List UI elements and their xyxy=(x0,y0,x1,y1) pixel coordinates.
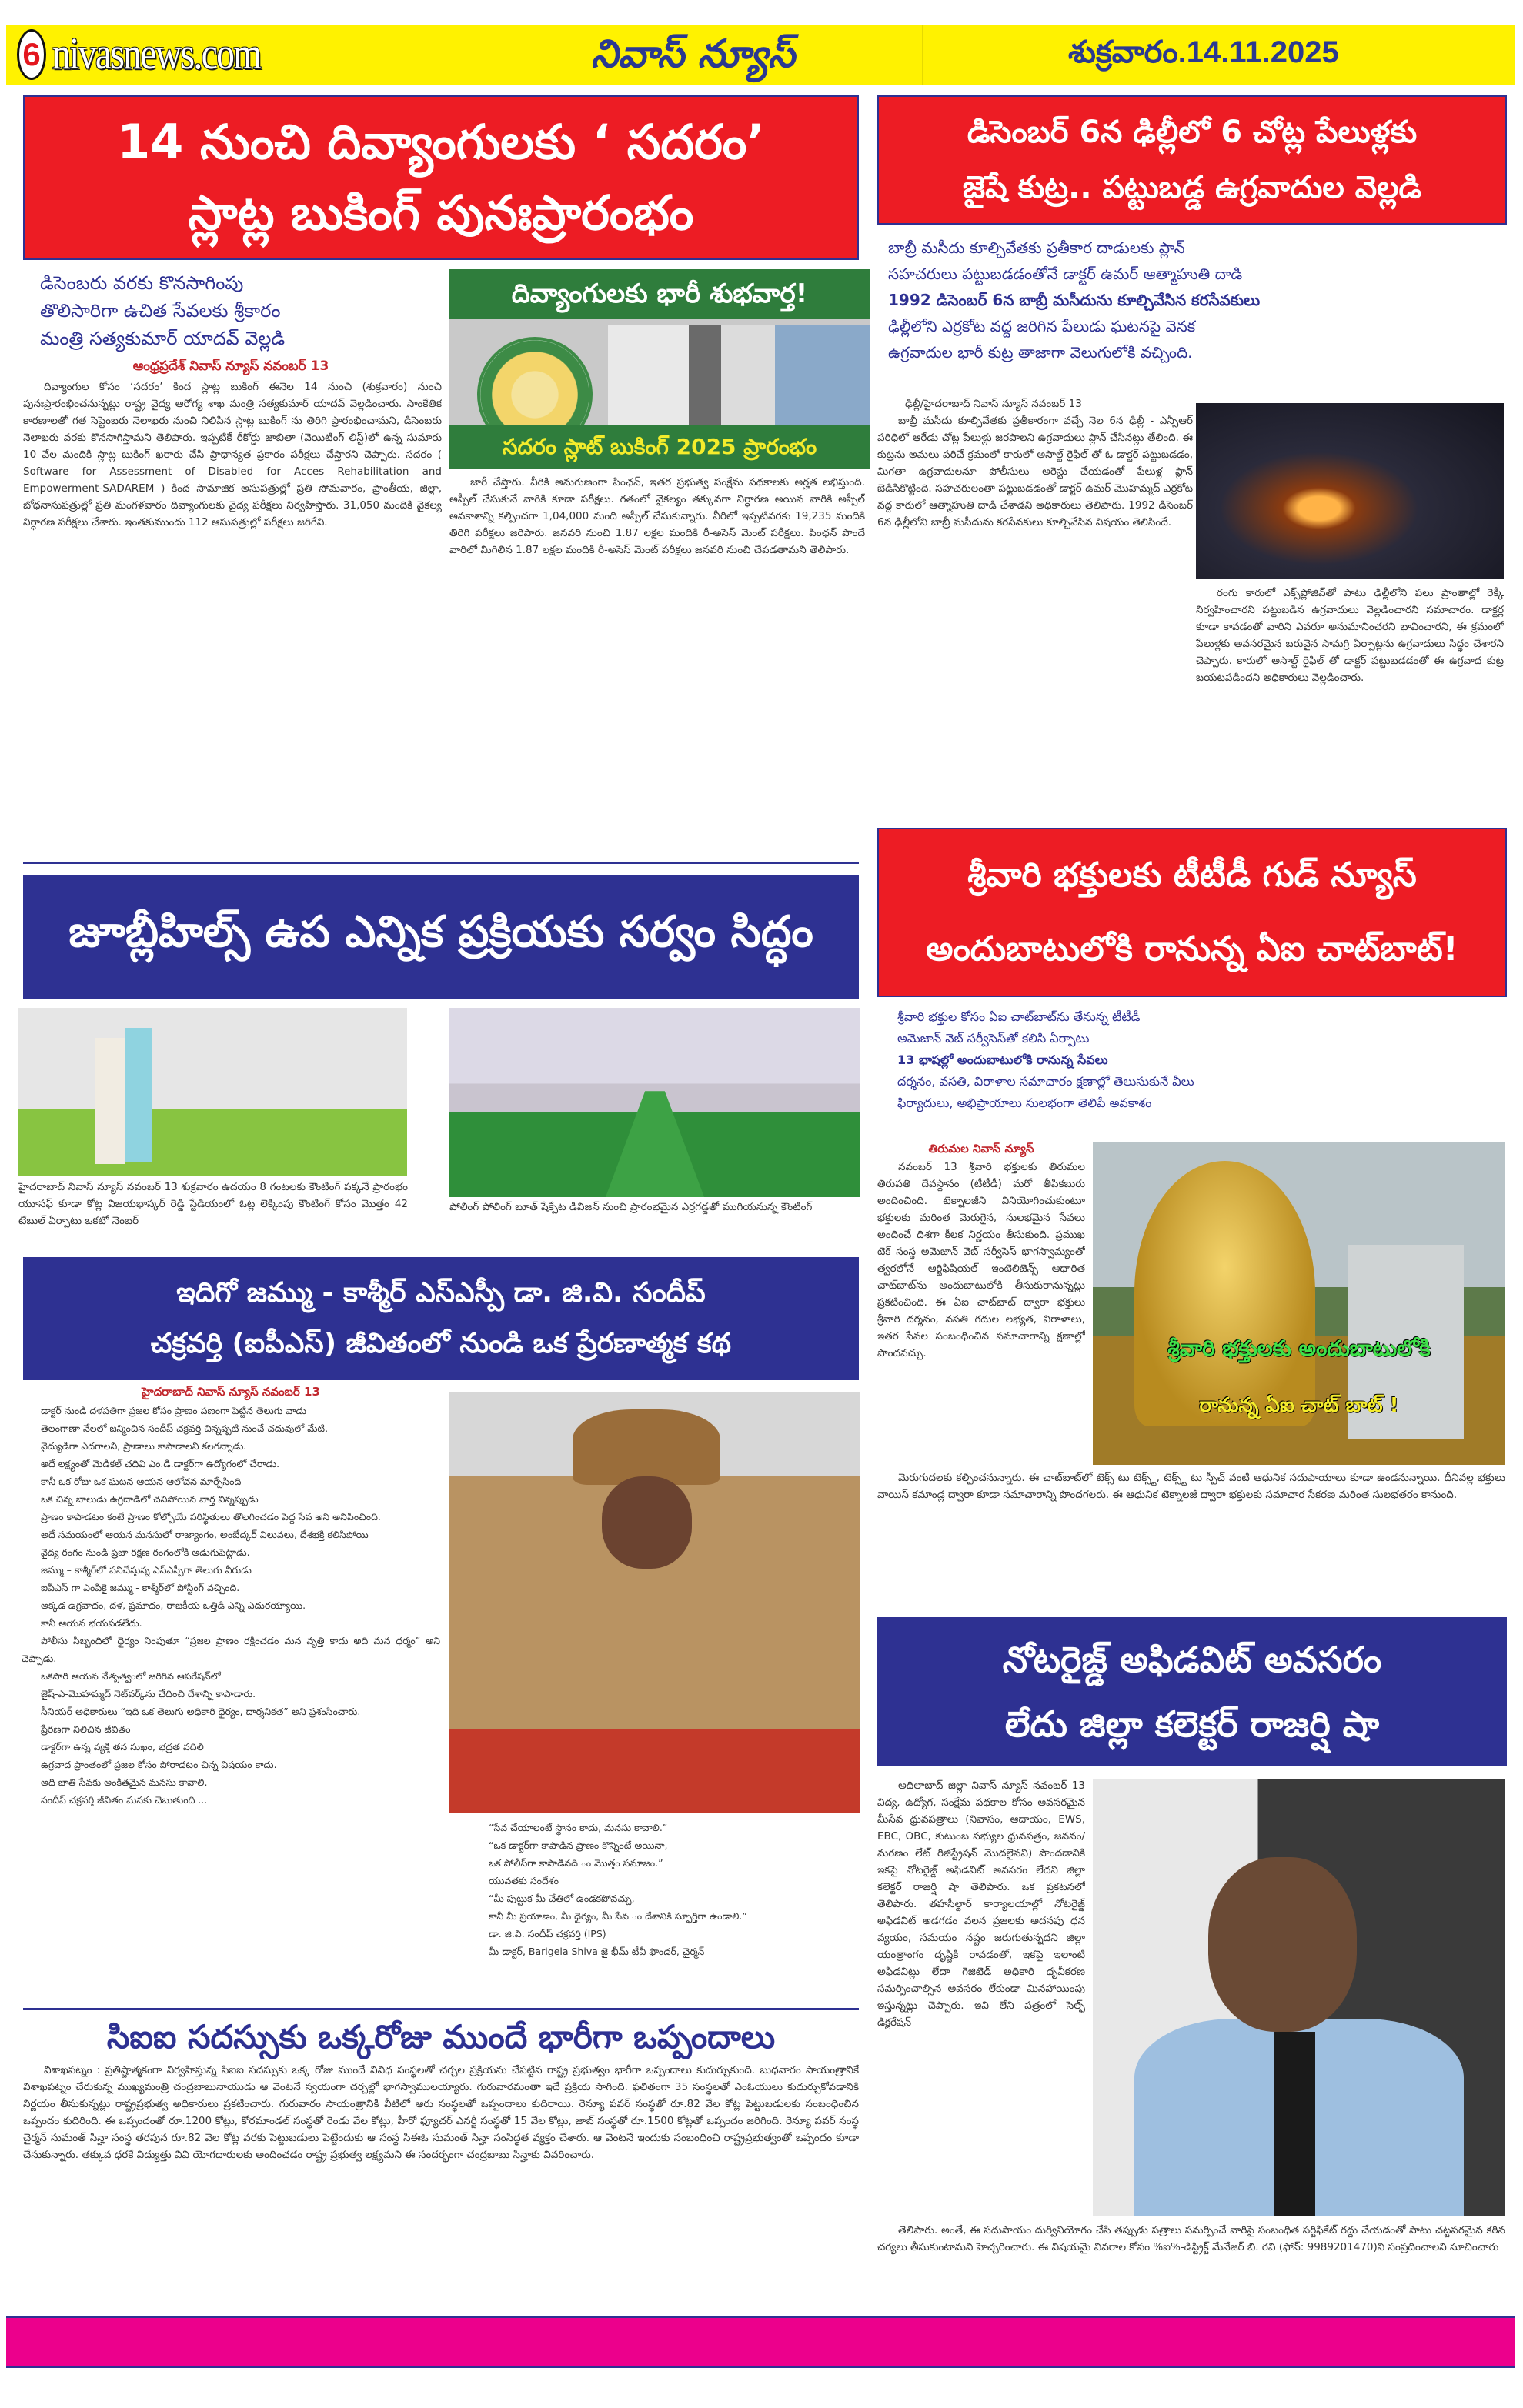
microphone xyxy=(1274,2032,1316,2216)
collector-body-bottom xyxy=(877,2222,1505,2305)
sandeep-body-line: వైద్యుడిగా ఎదగాలని, ప్రాణాలు కాపాడాలని కలగన్నాడు. xyxy=(41,1440,247,1452)
sandeep-headline-line2: చక్రవర్తి (ఐపీఎస్) జీవితంలో నుండి ఒక ప్రేరణాత్మక కథ xyxy=(150,1328,732,1359)
sandeep-body-line: కానీ ఒక రోజు ఒక ఘటన ఆయన ఆలోచన మార్చేసింది xyxy=(41,1476,242,1487)
delhi-body-right xyxy=(1196,585,1504,820)
counting-inspection-photo-2 xyxy=(211,1008,407,1176)
delhi-deck xyxy=(888,235,1504,365)
ttd-headline-line2: అందుబాటులోకి రానున్న ఏఐ చాట్‌బాట్! xyxy=(926,929,1458,969)
sandeep-body xyxy=(22,1402,440,2017)
sandeep-body-line: తెలంగాణా నేలలో జన్మించిన సందీప్ చక్రవర్తి చిన్నప్పటి నుంచే చదువులో మేటి. xyxy=(41,1422,329,1434)
sadaram-promo-image xyxy=(449,269,870,469)
delhi-deck-line: ఢిల్లీలోని ఎర్రకోట వద్ద జరిగిన పేలుడు ఘటనపై వెనక xyxy=(888,317,1196,335)
issue-date: శుక్రవారం.14.11.2025 xyxy=(1068,35,1339,69)
ttd-deck-line: దర్శనం, వసతి, విరాళాల సమాచారం క్షణాల్లో తెలుసుకునే వీలు xyxy=(897,1074,1194,1089)
sandeep-quote-line: కానీ మీ ప్రయాణం, మీ ధైర్యం, మీ సేవ ం దేశానికి స్ఫూర్తిగా ఉండాలి.” xyxy=(489,1910,747,1922)
collector-photo xyxy=(1093,1779,1505,2216)
jubilee-headline-banner xyxy=(23,875,859,999)
officer-figure xyxy=(125,1028,152,1162)
paper-name-logo: నివాస్ న్యూస్ xyxy=(591,32,795,76)
ttd-deck-line: ఫిర్యాదులు, అభిప్రాయాలు సులభంగా తెలిపే అవకాశం xyxy=(897,1096,1152,1110)
sandeep-quote-line: “మీ పుట్టుక మీ చేతిలో ఉండకపోవచ్చు, xyxy=(489,1893,635,1904)
officer-figure xyxy=(95,1038,125,1164)
delhi-headline-line2: జైషే కుట్ర.. పట్టుబడ్డ ఉగ్రవాదుల వెల్లడి xyxy=(962,170,1422,205)
sadaram-body-text: జారీ చేస్తారు. వీరికి అనుగుణంగా పింఛన్, ఇతర ప్రభుత్వ సంక్షేమ పథకాలకు అర్హత లభిస్తుంది. అప్పీల్ చేసుకునే వారికి కూడా పరీక్షలు. గతంలో వైకల్యం తక్కువగా నిర్ధారణ అయిన వారికి అప్పీల్ అవకాశాన్ని కల్పించగా 1,04,000 మంది అప్పీల్ చేసుకున్నారు. వీరిలో ఇప్పటివరకు 19,235 మందికి తిరిగి పరీక్షలు జరిపారు. జనవరి నుంచి 1.87 లక్షల మందికి రీ-అసెస్ మెంట్ పరీక్షలు. పింఛన్ పొందే వారిలో మిగిలిన 1.87 లక్షల మందికి రీ-అసెస్ మెంట్ పరీక్షలు జనవరి నుంచి చేపడతామని తెలిపారు. xyxy=(449,476,865,556)
collector-face xyxy=(1208,1857,1357,2032)
sandeep-body-line: ప్రాణం కాపాడటం కంటే ప్రాణం కోల్పోయే పరిస్థితులు తొలగించడం పెద్ద సేవ అని అనిపించింది. xyxy=(41,1511,381,1523)
sadaram-deck-line: డిసెంబరు వరకు కొనసాగింపు xyxy=(40,272,244,294)
delhi-headline-banner xyxy=(877,95,1507,225)
masthead xyxy=(6,25,1515,85)
sandeep-portrait xyxy=(449,1392,860,1813)
police-cap xyxy=(573,1409,720,1485)
sandeep-body-line: అదే సమయంలో ఆయన మనసులో రాజ్యాంగం, అంబేద్కర్ విలువలు, దేశభక్తి కలిసిపోయి xyxy=(41,1529,369,1540)
ttd-deck-line: 13 భాషల్లో అందుబాటులోకి రానున్న సేవలు xyxy=(897,1052,1108,1067)
sandeep-body-line: కానీ ఆయన భయపడలేదు. xyxy=(41,1617,142,1629)
jubilee-headline: జూబ్లీహిల్స్ ఉప ఎన్నిక ప్రక్రియకు సర్వం సిద్ధం xyxy=(68,906,813,957)
section-rule xyxy=(23,862,859,864)
sandeep-body-line: పోలీసు సిబ్బందిలో ధైర్యం నింపుతూ “ప్రజల ప్రాణం రక్షించడం మన వృత్తి కాదు అది మన ధర్మం” అని చెప్పాడు. xyxy=(22,1635,440,1664)
collector-body-text: అదిలాబాద్ జిల్లా నివాస్ న్యూస్ నవంబర్ 13 విద్య, ఉద్యోగ, సంక్షేమ పథకాల కోసం అవసరమైన మీసేవ ధ్రువపత్రాలు (నివాసం, ఆదాయం, EWS, EBC, OBC, కుటుంబ సభ్యుల ధ్రువపత్రం, జననం/మరణం లేట్ రిజిస్ట్రేషన్ మొదలైనవి) పొందడానికి ఇకపై నోటరైజ్డ్ అఫిడవిట్ అవసరం లేదని జిల్లా కలెక్టర్ రాజర్షి షా తెలిపారు. ఒక ప్రకటనలో తెలిపారు. తహసీల్దార్ కార్యాలయాల్లో నోటరైజ్డ్ అఫిడవిట్ అడగడం వలన ప్రజలకు అదనపు ధన వ్యయం, సమయం నష్టం జరుగుతున్నదని జిల్లా యంత్రాంగం దృష్టికి రావడంతో, ఇకపై ఇలాంటి అఫిడవిట్లు లేదా గెజిటెడ్ అధికారి ధృవీకరణ సమర్పించాల్సిన అవసరం లేకుండా మినహాయింపు ఇస్తున్నట్లు చెప్పారు. ఇవి లేని పత్రంలో సెల్ఫ్ డిక్లరేషన్ xyxy=(877,1779,1085,2029)
delhi-deck-line: సహచరులు పట్టుబడడంతోనే డాక్టర్ ఉమర్ ఆత్మాహుతి దాడి xyxy=(888,265,1243,283)
delhi-blast-photo xyxy=(1196,403,1504,579)
page-number-badge: 6 xyxy=(17,29,46,80)
sandeep-body-line: వైద్య రంగం నుండి ప్రజా రక్షణ రంగంలోకి అడుగుపెట్టాడు. xyxy=(41,1546,250,1558)
cii-body xyxy=(23,2062,859,2305)
sadaram-image-bottom-caption: సదరం స్లాట్ బుకింగ్ 2025 ప్రారంభం xyxy=(449,425,870,469)
ttd-body-text: నవంబర్ 13 శ్రీవారి భక్తులకు తిరుమల తిరుపతి దేవస్థానం (టీటీడీ) మరో తీపికబురు అందించింది. టెక్నాలజీని వినియోగించుకుంటూ భక్తులకు మరింత మెరుగైన, సులభమైన సేవలు అందించే దిశగా కీలక నిర్ణయం తీసుకుంది. ప్రముఖ టెక్ సంస్థ అమెజాన్ వెబ్ సర్వీసెస్ భాగస్వామ్యంతో త్వరలోనే ఆర్టిఫిషియల్ ఇంటెలిజెన్స్ ఆధారిత చాట్‌బాట్‌ను అందుబాటులోకి తీసుకురానున్నట్లు ప్రకటించింది. ఈ ఏఐ చాట్‌బాట్ ద్వారా భక్తులు శ్రీవారి దర్శనం, వసతి గదుల లభ్యత, విరాళాలు, ఇతర సేవల సంబంధించిన సమాచారాన్ని క్షణాల్లో పొందవచ్చు. xyxy=(877,1161,1085,1359)
counting-hall-photo xyxy=(449,1008,860,1197)
sadaram-body-text: దివ్యాంగుల కోసం ‘సదరం’ కింద స్లాట్ల బుకింగ్ ఈనెల 14 నుంచి (శుక్రవారం) నుంచి పునఃప్రారంభించనున్నట్లు రాష్ట్ర వైద్య ఆరోగ్య శాఖ మంత్రి సత్యకుమార్ యాదవ్ వెల్లడించారు. సాంకేతిక కారణాలతో గత సెప్టెంబరు నెలాఖరు నుంచి నిలిపిన స్లాట్ల బుకింగ్ ను తిరిగి ప్రారంభించామని, డిసెంబరు నెలాఖరు వరకు కొనసాగిస్తామని తెలిపారు. ఇప్పటికే రీకోర్డు జాబితా (వెయిటింగ్ లిస్ట్)లో ఉన్న సుమారు 10 వేల మందికి స్లాట్ల బుకింగ్ ఖరారు చేసి ప్రాధాన్యత ప్రకారం పరీక్షలు చేస్తారని చెప్పారు. సదరం ( Software for Assessment of Disabled for Acces Rehabilitation and Empowerment-SADAREM ) కింద సామాజిక అసుపత్రుల్లో ప్రతి సోమవారం, ప్రాంతీయ, జిల్లా, బోధనాసుపత్రుల్లో ప్రతి మంగళవారం దివ్యాంగులకు వైద్య పరీక్షలు నిర్వహిస్తారు. 31,050 మందికి వైకల్య నిర్ధారణ పరీక్షలు చేశారు. ఇంతకుముందు 112 ఆసుపత్రుల్లో పరీక్షలు జరిగేవి. xyxy=(23,381,442,529)
delhi-dateline: ఢిల్లీ/హైదరాబాద్ నివాస్ న్యూస్ నవంబర్ 13 xyxy=(905,398,1082,410)
sandeep-headline-banner xyxy=(23,1257,859,1380)
sandeep-body-line: డాక్టర్‌గా ఉన్న వ్యక్తి తన సుఖం, భద్రత వదిలి xyxy=(41,1741,204,1753)
sandeep-quote-line: “సేవ చేయాలంటే స్థానం కాదు, మనసు కావాలి.” xyxy=(489,1822,668,1833)
ttd-deck-line: శ్రీవారి భక్తుల కోసం ఏఐ చాట్‌బాట్‌ను తేనున్న టీటీడీ xyxy=(897,1009,1141,1024)
delhi-deck-line: బాబ్రీ మసీదు కూల్చివేతకు ప్రతీకార దాడులకు ప్లాన్ xyxy=(888,238,1185,257)
sandeep-quote-line: మీ డాక్టర్, Barigela Shiva జై భీమ్ టీవీ ఫౌండర్, చైర్మన్ xyxy=(489,1946,705,1957)
ttd-headline-line1: శ్రీవారి భక్తులకు టీటీడీ గుడ్ న్యూస్ xyxy=(967,855,1417,895)
jubilee-caption-left: హైదరాబాద్ నివాస్ న్యూస్ నవంబర్ 13 శుక్రవారం ఉదయం 8 గంటలకు కౌంటింగ్ పక్కనే ప్రారంభం యూసఫ్ కూడా కోట్ల విజయభాస్కర్ రెడ్డి స్టేడియంలో ఓట్ల లెక్కింపు కౌంటింగ్ కోసం మొత్తం 42 టేబుల్ ఏర్పాటు ఒకటో నెంబర్ xyxy=(18,1181,408,1227)
sandeep-quote-line: డా. జి.వి. సందీప్ చక్రవర్తి (IPS) xyxy=(489,1928,606,1939)
collector-headline-line2: లేదు జిల్లా కలెక్టర్ రాజర్షి షా xyxy=(1004,1703,1380,1745)
sandeep-body-line: అక్కడ ఉగ్రవాదం, దళ, ప్రమాదం, రాజకీయ ఒత్తిడి ఎన్ని ఎదురయ్యాయి. xyxy=(41,1599,306,1611)
collector-body-text: తెలిపారు. అంతే, ఈ సదుపాయం దుర్వినియోగం చేసి తప్పుడు పత్రాలు సమర్పించే వారిపై సంబంధిత సర్టిఫికేట్ రద్దు చేయడంతో పాటు చట్టపరమైన కఠిన చర్యలు తీసుకుంటామని హెచ్చరించారు. ఈ విషయమై వివరాల కోసం %ఐ%-డిస్ట్రిక్ట్ మేనేజర్ బి. రవి (ఫోన్: 9989201470)ని సంప్రదించాలని సూచించారు xyxy=(877,2224,1505,2253)
ttd-body-bottom xyxy=(877,1469,1505,1600)
sandeep-body-line: ప్రేరణగా నిలిచిన జీవితం xyxy=(41,1723,131,1735)
sandeep-body-line: ఉగ్రవాద ప్రాంతంలో ప్రజల కోసం పోరాడటం చిన్న విషయం కాదు. xyxy=(41,1759,277,1770)
sandeep-body-line: జమ్ము – కాశ్మీర్‌లో పనిచేస్తున్న ఎస్ఎస్పీగా తెలుగు వీరుడు xyxy=(41,1564,252,1576)
sadaram-body-right xyxy=(449,474,865,851)
delhi-body xyxy=(877,412,1193,820)
sadaram-headline-line2: స్లాట్ల బుకింగ్ పునఃప్రారంభం xyxy=(188,185,694,241)
delhi-body-text: రంగు కారులో ఎక్స్‌ప్లోజివ్‌తో పాటు ఢిల్లీలోని పలు ప్రాంతాల్లో రెక్కీ నిర్వహించారని పట్టుబడిన ఉగ్రవాదులు వెల్లడించారని సమాచారం. డాక్టర్ల కూడా కావడంతో వారిని ఎవరూ అనుమానించరని భావించారని, ఈ క్రమంలో పేలుళ్లకు అవసరమైన బరువైన సామగ్రి ఏర్పాట్లను ఉగ్రవాదులు సిద్ధం చేశారని చెప్పారు. కారులో అసాల్ట్ రైఫిల్ తో డాక్టర్ పట్టుబడడంతో ఈ ఉగ్రవాద కుట్ర బయటపడిందని అధికారులు వెల్లడించారు. xyxy=(1196,587,1504,684)
sadaram-headline-banner xyxy=(23,95,859,260)
officer-face xyxy=(602,1476,692,1569)
delhi-headline-line1: డిసెంబర్ 6న ఢిల్లీలో 6 చోట్ల పేలుళ్లకు xyxy=(967,115,1418,150)
collector-body-left xyxy=(877,1777,1085,2223)
sadaram-dateline: ఆంధ్రప్రదేశ్ నివాస్ న్యూస్ నవంబర్ 13 xyxy=(132,359,329,374)
temple-image-caption-2: రానున్న ఏఐ చాట్ బాట్ ! xyxy=(1199,1393,1399,1417)
tirumala-temple-image xyxy=(1093,1142,1505,1465)
delhi-deck-line: ఉగ్రవాదుల భారీ కుట్ర తాజాగా వెలుగులోకి వచ్చింది. xyxy=(888,343,1193,362)
footer-bar xyxy=(6,2316,1515,2368)
sadaram-body-left xyxy=(23,379,442,852)
sandeep-body-line: అదే లక్ష్యంతో మెడికల్ చదివి ఎం.డి.డాక్టర్‌గా ఉద్యోగంలో చేరాడు. xyxy=(41,1458,280,1469)
cii-body-text: విశాఖపట్నం : ప్రతిష్టాత్మకంగా నిర్వహిస్తున్న సిఐఐ సదస్సుకు ఒక్క రోజు ముందే వివిధ సంస్థలతో చర్చల ప్రక్రియను చేపట్టిన రాష్ట్ర ప్రభుత్వం భారీగా ఒప్పందాలు కుదుర్చుకుంది. బుధవారం సాయంత్రానికే విశాఖపట్నం చేరుకున్న ముఖ్యమంత్రి చంద్రబాబునాయుడు ఆ వెంటనే స్వయంగా చర్చల్లో భాగస్వాములయ్యారు. గురువారమంతా ఇదే ప్రక్రియ సాగింది. ఫలితంగా 35 సంస్థలతో ఎంఓయులు కుదుర్చుకోవడానికి నిర్ణయం తీసుకున్నట్లు రాష్ట్రప్రభుత్వ అధికారులు ప్రకటించారు. గురువారం సాయంత్రానికి వీటిలో ఆరు సంస్థలతో ఒప్పందాలు కుదిరాయి. రెన్యూ పవర్ సంస్థతో రూ.82 వేల కోట్ల పెట్టుబడులకు సంబంధించిన ఒప్పందం కుదిరింది. ఈ ఒప్పందంతో రూ.1200 కోట్లు, కోరమాండల్ సంస్థతో రెండు వేల కోట్లు, హీరో ఫ్యూచర్ ఎనర్జీ సంస్థతో 15 వేల కోట్లు, జాబ్ సంస్థతో రూ.1500 కోట్లతో ఒప్పందం జరిగింది. రెన్యూ పవర్ సంస్థ చైర్మన్ సుమంత్ సిన్హా సంస్థ తరపున రూ.82 వెల కోట్ల వరకు పెట్టుబడులు పెట్టేందుకు ఆ సంస్థ సిఈఓ సుమంత్ సిన్హా సంసిద్ధత వ్యక్తం చేశారు. ఆ వెంటనే ఇందుకు సంబంధించి రాష్ట్రప్రభుత్వంతో ఒప్పందం కూడా చేసుకున్నారు. తక్కువ ధరకే విద్యుత్తు వివి యోగదారులకు అందించడం రాష్ట్ర ప్రభుత్వ లక్ష్యమని ఈ సందర్భంగా చంద్రబాబు సిన్హాకు వివరించారు. xyxy=(23,2064,859,2161)
sandeep-dateline: హైదరాబాద్ నివాస్ న్యూస్ నవంబర్ 13 xyxy=(142,1385,320,1399)
cii-headline: సిఐఐ సదస్సుకు ఒక్కరోజు ముందే భారీగా ఒప్పందాలు xyxy=(106,2018,776,2056)
sandeep-body-line: సీనియర్ అధికారులు “ఇది ఒక తెలుగు అధికారి ధైర్యం, దార్శనికత” అని ప్రశంసించారు. xyxy=(41,1706,361,1717)
ttd-headline-banner xyxy=(877,828,1507,997)
delhi-deck-line: 1992 డిసెంబర్ 6న బాబ్రీ మసీదును కూల్చివేసిన కరసేవకులు xyxy=(888,291,1261,309)
sandeep-body-line: ఒకసారి ఆయన నేతృత్వంలో జరిగిన ఆపరేషన్‌లో xyxy=(41,1670,221,1682)
sandeep-body-line: అది జాతి సేవకు అంకితమైన మనసు కావాలి. xyxy=(41,1776,208,1788)
ttd-body-left xyxy=(877,1159,1085,1462)
site-name[interactable]: nivasnews.com xyxy=(52,28,261,78)
sandeep-body-line: సందీప్ చక్రవర్తి జీవితం మనకు చెబుతుంది ... xyxy=(41,1794,208,1806)
golden-vimana xyxy=(1134,1161,1316,1426)
sandeep-quote-line: “ఒక డాక్టర్‌గా కాపాడిన ప్రాణం కొన్నింటే అయినా, xyxy=(489,1839,668,1851)
sandeep-quote-line: ఒక పోలీస్‌గా కాపాడినది ం మొత్తం సమాజం.” xyxy=(489,1857,663,1869)
sadaram-deck xyxy=(40,269,440,352)
sandeep-quotes xyxy=(469,1819,860,2003)
collector-headline-line1: నోటరైజ్డ్ అఫిడవిట్ అవసరం xyxy=(1002,1639,1382,1680)
collector-headline-banner xyxy=(877,1617,1507,1766)
ttd-deck-line: అమెజాన్ వెబ్ సర్వీసెస్‌తో కలిసి ఏర్పాటు xyxy=(897,1031,1090,1046)
counting-hall-aisle xyxy=(606,1091,704,1197)
jubilee-caption-right: పోలింగ్ పోలింగ్ బూత్ షేక్పేట డివిజన్ నుంచి ప్రారంభమైన ఎర్రగడ్డతో ముగియనున్న కౌంటింగ్ xyxy=(449,1201,813,1213)
counting-inspection-photo xyxy=(18,1008,211,1176)
section-rule xyxy=(23,2008,859,2010)
sandeep-headline-line1: ఇదిగో జమ్ము - కాశ్మీర్ ఎస్ఎస్పీ డా. జి.వి. సందీప్ xyxy=(176,1277,706,1309)
sandeep-quote-line: యువతకు సందేశం xyxy=(489,1875,559,1886)
sandeep-body-line: ఐపీఎస్ గా ఎంపికై జమ్ము - కాశ్మీర్‌లో పోస్టింగ్ వచ్చింది. xyxy=(41,1582,240,1593)
ttd-body-text: మెరుగుదలకు కల్పించనున్నారు. ఈ చాట్‌బాట్‌లో టెక్స్ టు టెక్స్ట్, టెక్స్ట్ టు స్పీచ్ వంటి ఆధునిక సదుపాయాలు కూడా ఉండనున్నాయి. దీనివల్ల భక్తులు వాయిస్ కమాండ్ల ద్వారా కూడా సమాచారాన్ని పొందగలరు. ఈ ఆధునిక టెక్నాలజీ ద్వారా భక్తులకు సమాచార సేకరణ మరింత సులభతరం కానుంది. xyxy=(877,1472,1505,1501)
temple-image-caption-1: శ్రీవారి భక్తులకు అందుబాటులోకి xyxy=(1167,1336,1431,1361)
masthead-divider xyxy=(922,25,923,85)
ttd-dateline: తిరుమల నివాస్ న్యూస్ xyxy=(928,1142,1034,1156)
ttd-deck xyxy=(897,1006,1498,1114)
sadaram-deck-line: తొలిసారిగా ఉచిత సేవలకు శ్రీకారం xyxy=(40,300,281,322)
sadaram-deck-line: మంత్రి సత్యకుమార్ యాదవ్ వెల్లడి xyxy=(40,328,286,349)
sandeep-body-line: ఒక చిన్న బాలుడు ఉగ్రదాడిలో చనిపోయిన వార్త విన్నప్పుడు xyxy=(41,1493,259,1505)
delhi-body-text: బాబ్రీ మసీదు కూల్చివేతకు ప్రతీకారంగా వచ్చే నెల 6న ఢిల్లీ - ఎన్సీఆర్ పరిధిలో ఆరేడు చోట్ల పేలుళ్లు జరపాలని ఉగ్రవాదులు ప్లాన్ చేసినట్లు తేలింది. ఈ కుట్రను అమలు పరిచే క్రమంలో కారులో అసాల్ట్ రైఫిల్ తో ఓ డాక్టర్ పట్టుబడడం, మిగతా ఉగ్రవాదులనూ పోలీసులు అరెస్టు చేయడంతో పేలుళ్ల ప్లాన్ బెడిసికొట్టింది. సహచరులంతా పట్టుబడడంతో డాక్టర్ ఉమర్ మొహమ్మద్ ఎర్రకోట వద్ద కారులో ఆత్మాహుతి దాడి చేశాడని అధికారులు తెలిపారు. 1992 డిసెంబర్ 6న ఢిల్లీలోని బాబ్రీ మసీదును కరసేవకులు కూల్చివేసిన విషయం తెలిసిందే. xyxy=(877,415,1193,529)
sandeep-body-line: డాక్టర్ నుండి దళపతిగా ప్రజల కోసం ప్రాణం పణంగా పెట్టిన తెలుగు వాడు xyxy=(41,1405,307,1416)
sadaram-image-top-caption: దివ్యాంగులకు భారీ శుభవార్త! xyxy=(449,269,870,319)
sadaram-headline-line1: 14 నుంచి దివ్యాంగులకు ‘ సదరం’ xyxy=(117,114,765,170)
sandeep-body-line: జైష్-ఎ-మొహమ్మద్ నెట్‌వర్క్‌ను ఛేదించి దేశాన్ని కాపాడారు. xyxy=(41,1688,256,1699)
